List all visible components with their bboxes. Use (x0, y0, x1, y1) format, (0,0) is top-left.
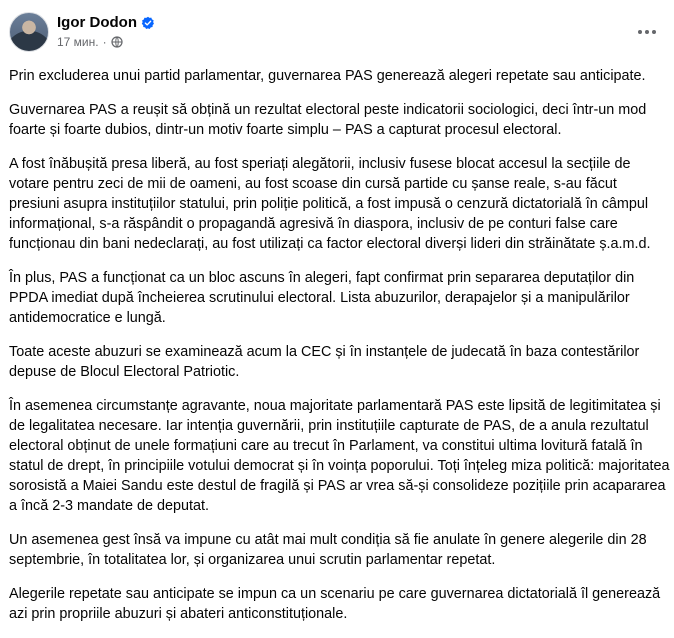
author-name[interactable]: Igor Dodon (57, 14, 137, 31)
author-row (57, 14, 155, 32)
globe-icon (111, 36, 123, 48)
more-options-icon (638, 30, 642, 34)
post-paragraph: Un asemenea gest însă va impune cu atât mai mult condiția să fie anulate în genere alegerile din 28 septembrie, în totalitatea lor, și organizarea unui scrutin parlamentar repetat. (9, 532, 647, 568)
post-header (9, 12, 674, 60)
separator: · (102, 35, 107, 49)
post-meta (57, 14, 155, 50)
post-paragraph: Toate aceste abuzuri se examinează acum la CEC și în instanțele de judecată în baza contestărilor depuse de Blocul Electoral Patriotic. (9, 344, 640, 380)
post-paragraph: Alegerile repetate sau anticipate se impun ca un scenariu pe care guvernarea dictatorială îl generează azi prin propriile abuzuri și abateri anticonstituționale. (9, 586, 661, 622)
post-timestamp[interactable]: 17 мин. (57, 35, 99, 49)
more-options-icon-dot (652, 30, 656, 34)
avatar[interactable] (9, 12, 49, 52)
more-options-icon-dot (645, 30, 649, 34)
post-paragraph: A fost înăbușită presa liberă, au fost speriați alegătorii, inclusiv fusese blocat accesul la secțiile de votare pentru zeci de mii de oameni, au fost scoase din cursă partide cu șanse reale, s-au făcut presiuni asupra instituțiilor statului, prin poliție politică, a fost impusă o cenzură dictatorială în câmpul informațional, s-a răspândit o propagandă agresivă în diaspora, inclusiv de pe conturi false care funcționau din bani nedeclarați, au fost utilizați ca factor electoral diverși lideri din străinătate ș.a.m.d. (9, 156, 651, 252)
post-paragraph: În asemenea circumstanțe agravante, noua majoritate parlamentară PAS este lipsită de legitimitatea și de legalitatea necesare. Iar intenția guvernării, prin instituțiile capturate de PAS, de a anula rezultatul electoral obținut de unele formațiuni care au trecut în Parlament, va constitui ultima lovitură fatală în statul de drept, în principiile votului democrat și în voința poporului. Toți înțeleg miza politică: majoritatea sorosistă a Maiei Sandu este destul de fragilă și PAS ar vrea să-și consolideze pozițiile prin acapararea a încă 2-3 mandate de deputat. (9, 398, 670, 514)
more-options-button[interactable] (632, 22, 662, 42)
post-paragraph: În plus, PAS a funcționat ca un bloc ascuns în alegeri, fapt confirmat prin separarea deputaților din PPDA imediat după încheierea scrutinului electoral. Lista abuzurilor, derapajelor și a manipulărilor antidemocratice e lungă. (9, 270, 635, 326)
post-paragraph: Prin excluderea unui partid parlamentar, guvernarea PAS generează alegeri repetate sau anticipate. (9, 68, 646, 84)
post-body (9, 66, 671, 638)
post-subline (57, 34, 155, 50)
post-paragraph: Guvernarea PAS a reușit să obțină un rezultat electoral peste indicatorii sociologici, deci într-un mod foarte și foarte dubios, dintr-un motiv foarte simplu – PAS a capturat procesul electoral. (9, 102, 647, 138)
verified-badge-icon (141, 16, 155, 30)
